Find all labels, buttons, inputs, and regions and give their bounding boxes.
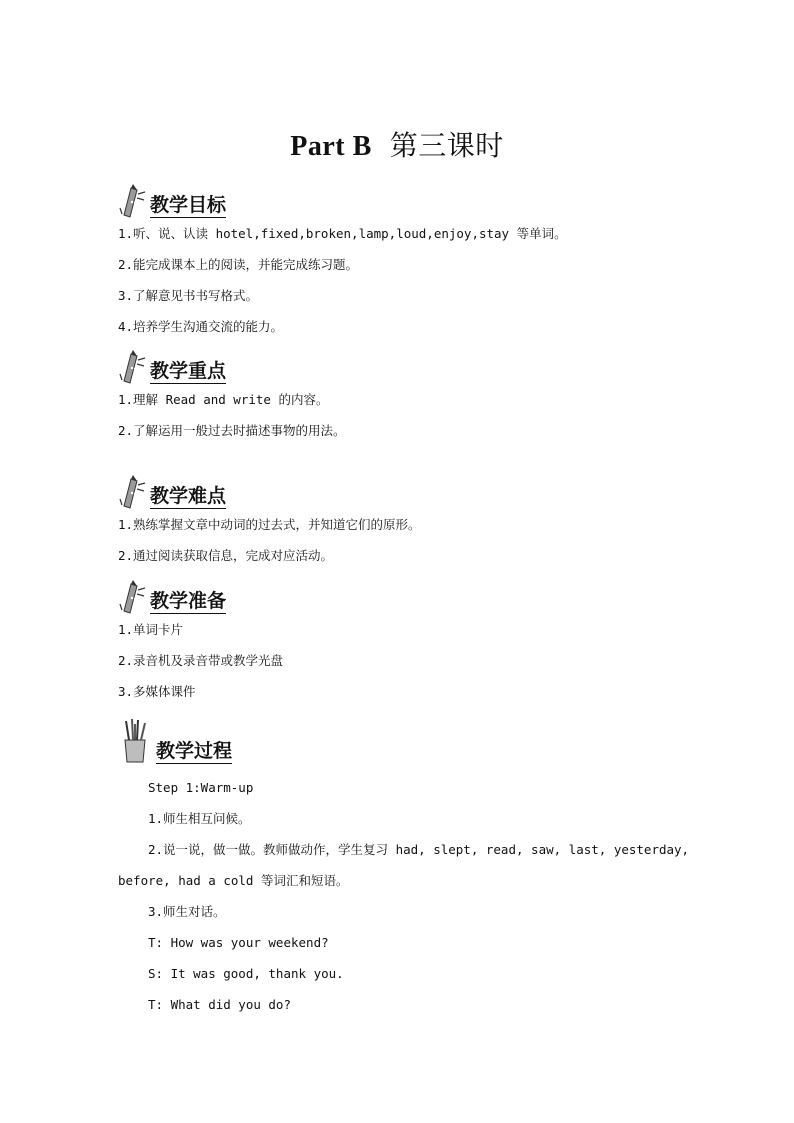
section-heading-text: 教学难点 xyxy=(150,485,227,507)
section-heading xyxy=(118,576,718,614)
page-title xyxy=(0,124,794,164)
list-item: 2.能完成课本上的阅读，并能完成练习题。 xyxy=(118,257,359,272)
section-heading-text: 教学过程 xyxy=(156,740,233,762)
process-line: 1.师生相互问候。 xyxy=(148,811,251,826)
section-process xyxy=(118,718,718,1020)
list-item: 1.单词卡片 xyxy=(118,622,184,637)
list-item: 1.熟练掌握文章中动词的过去式，并知道它们的原形。 xyxy=(118,517,421,532)
process-line: T: How was your weekend? xyxy=(148,935,329,950)
section-heading xyxy=(118,471,718,509)
list-item: 4.培养学生沟通交流的能力。 xyxy=(118,319,284,334)
section-heading-text: 教学重点 xyxy=(150,360,227,382)
process-line: before, had a cold 等词汇和短语。 xyxy=(118,873,349,888)
pencil-cup-icon xyxy=(118,718,152,764)
list-item: 2.录音机及录音带或教学光盘 xyxy=(118,653,284,668)
pencil-icon xyxy=(118,475,148,509)
section-heading xyxy=(118,346,718,384)
pencil-icon xyxy=(118,350,148,384)
title-english: Part B xyxy=(290,131,372,162)
section-heading xyxy=(118,180,718,218)
section-heading xyxy=(118,718,718,764)
list-item: 2.了解运用一般过去时描述事物的用法。 xyxy=(118,423,346,438)
title-chinese: 第三课时 xyxy=(389,129,504,162)
section-objectives xyxy=(118,180,718,342)
list-item: 2.通过阅读获取信息，完成对应活动。 xyxy=(118,548,334,563)
process-line: S: It was good, thank you. xyxy=(148,966,344,981)
list-item: 3.多媒体课件 xyxy=(118,684,196,699)
section-heading-text: 教学目标 xyxy=(150,194,227,216)
section-key-points xyxy=(118,346,718,446)
list-item: 3.了解意见书书写格式。 xyxy=(118,288,259,303)
section-difficulties xyxy=(118,471,718,571)
section-preparation xyxy=(118,576,718,707)
list-item: 1.听、说、认读 hotel,fixed,broken,lamp,loud,enjoy,stay 等单词。 xyxy=(118,226,567,241)
process-line: T: What did you do? xyxy=(148,997,291,1012)
pencil-icon xyxy=(118,580,148,614)
list-item: 1.理解 Read and write 的内容。 xyxy=(118,392,329,407)
process-line: 2.说一说，做一做。教师做动作，学生复习 had, slept, read, saw, last, yesterday, xyxy=(148,842,690,857)
section-heading-text: 教学准备 xyxy=(150,590,227,612)
process-line: 3.师生对话。 xyxy=(148,904,226,919)
process-line: Step 1:Warm-up xyxy=(148,780,254,795)
pencil-icon xyxy=(118,184,148,218)
